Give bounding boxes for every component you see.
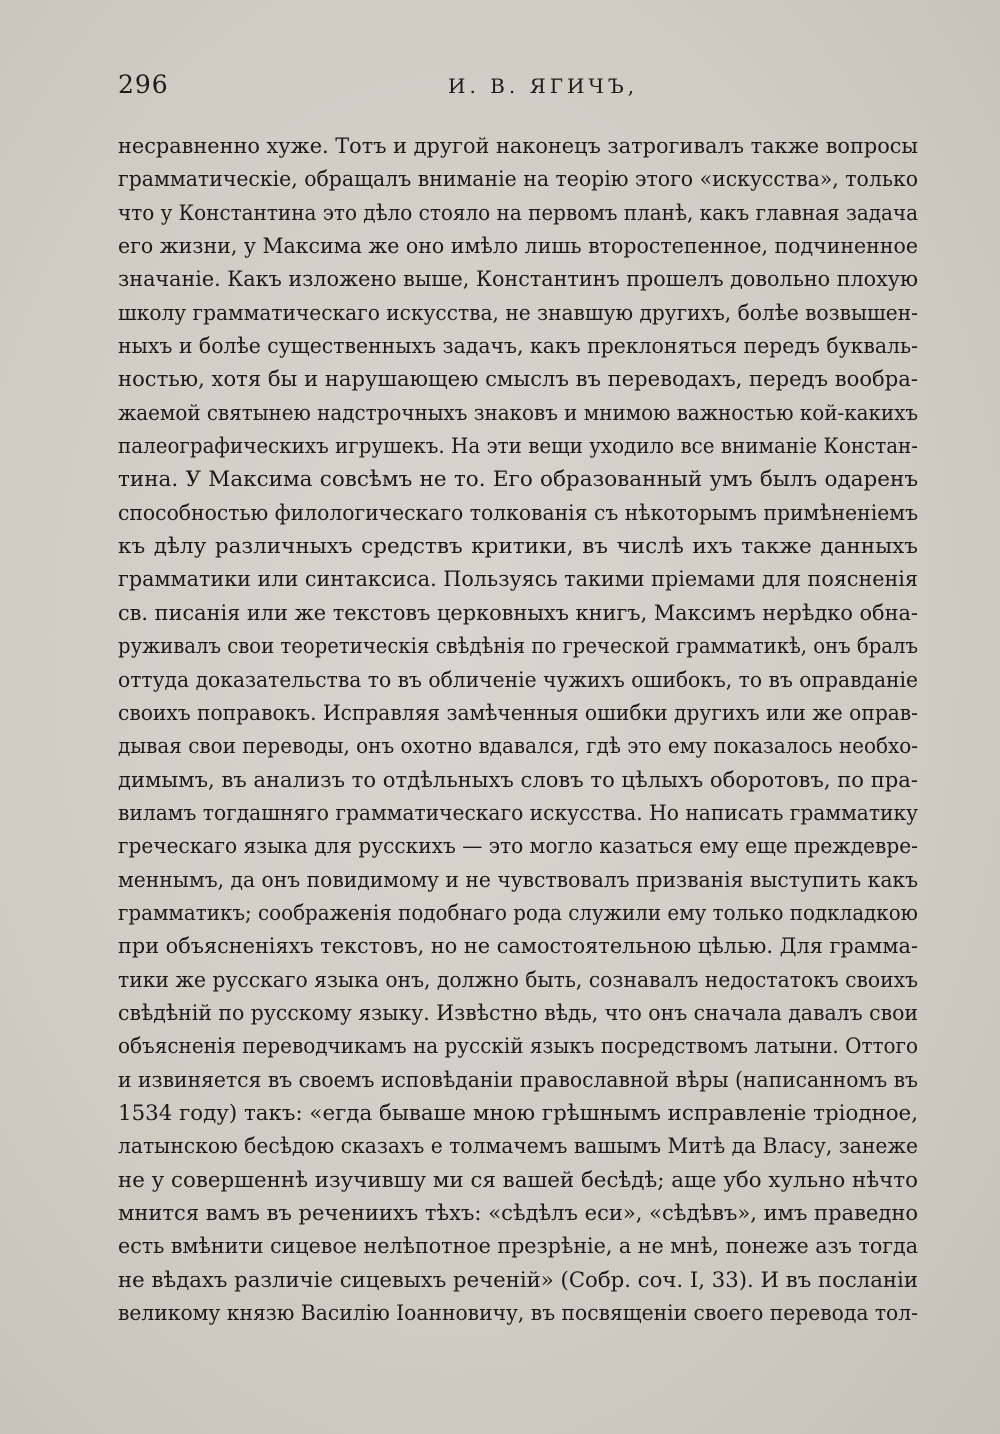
text-line: при объясненіяхъ текстовъ, но не самостоятельною цѣлью. Для грамма- <box>118 934 918 960</box>
text-line: не у совершеннѣ изучившу ми ся вашей бесѣдѣ; аще убо хульно нѣчто <box>118 1167 918 1193</box>
text-line: объясненія переводчикамъ на русскій языкъ посредствомъ латыни. Оттого <box>118 1034 919 1060</box>
text-line: великому князю Василію Іоанновичу, въ посвященіи своего перевода тол- <box>118 1301 918 1327</box>
text-line: грамматики или синтаксиса. Пользуясь такими пріемами для поясненія <box>118 567 918 593</box>
text-line: школу грамматическаго искусства, не знавшую другихъ, болѣе возвышен- <box>118 300 918 326</box>
text-line: есть вмѣнити сицевое нелѣпотное презрѣніе, а не мнѣ, понеже азъ тогда <box>118 1234 918 1260</box>
text-line: несравненно хуже. Тотъ и другой наконецъ затрогивалъ также вопросы <box>118 134 918 159</box>
running-head: И. В. ЯГИЧЪ, <box>448 74 639 98</box>
body-text <box>118 130 918 1330</box>
page-header <box>118 70 918 110</box>
text-line: свѣдѣній по русскому языку. Извѣстно вѣдь, что онъ сначала давалъ свои <box>118 1000 918 1026</box>
text-line: руживалъ свои теоретическія свѣдѣнія по греческой грамматикѣ, онъ бралъ <box>118 634 918 660</box>
text-line: не вѣдахъ различіе сицевыхъ реченій» (Собр. соч. I, 33). И въ посланіи <box>118 1267 918 1293</box>
text-line: палеографическихъ игрушекъ. На эти вещи уходило все вниманіе Констан- <box>118 434 918 460</box>
page-number: 296 <box>118 70 169 99</box>
text-line: димымъ, въ анализъ то отдѣльныхъ словъ то цѣлыхъ оборотовъ, по пра- <box>118 767 918 793</box>
text-line: 1534 году) такъ: «егда бываше мною грѣшнымъ исправленіе тріодное, <box>118 1100 918 1126</box>
text-line: дывая свои переводы, онъ охотно вдавался, гдѣ это ему показалось необхо- <box>118 734 919 760</box>
text-line: виламъ тогдашняго грамматическаго искусства. Но написать грамматику <box>118 800 919 826</box>
text-line: значаніе. Какъ изложено выше, Константинъ прошелъ довольно плохую <box>118 267 918 293</box>
text-line: его жизни, у Максима же оно имѣло лишь второстепенное, подчиненное <box>118 234 919 260</box>
text-line: меннымъ, да онъ повидимому и не чувствовалъ призванія выступить какъ <box>118 867 918 893</box>
text-line: и извиняется въ своемъ исповѣданіи православной вѣры (написанномъ въ <box>118 1067 918 1093</box>
text-line: жаемой святынею надстрочныхъ знаковъ и мнимою важностью кой-какихъ <box>118 400 918 426</box>
text-line: мнится вамъ въ речениихъ тѣхъ: «сѣдѣлъ еси», «сѣдѣвъ», имъ праведно <box>118 1201 919 1226</box>
text-line: греческаго языка для русскихъ — это могло казаться ему еще преждевре- <box>118 834 918 860</box>
text-line: тики же русскаго языка онъ, должно быть, сознавалъ недостатокъ своихъ <box>118 967 918 993</box>
text-line: св. писанія или же текстовъ церковныхъ книгъ, Максимъ нерѣдко обна- <box>118 600 918 626</box>
text-line: грамматическіе, обращалъ вниманіе на теорію этого «искусства», только <box>118 167 919 193</box>
text-line: способностью филологическаго толкованія съ нѣкоторымъ примѣненіемъ <box>118 500 919 526</box>
text-line: своихъ поправокъ. Исправляя замѣченныя ошибки другихъ или же оправ- <box>118 700 919 726</box>
text-line: ныхъ и болѣе существенныхъ задачъ, какъ преклоняться передъ букваль- <box>118 334 919 360</box>
text-line: грамматикъ; соображенія подобнаго рода служили ему только подкладкою <box>118 900 918 926</box>
text-line: латынскою бесѣдою сказахъ е толмачемъ вашымъ Митѣ да Власу, занеже <box>118 1134 919 1160</box>
text-line: оттуда доказательства то въ обличеніе чужихъ ошибокъ, то въ оправданіе <box>118 667 919 693</box>
text-line: тина. У Максима совсѣмъ не то. Его образованный умъ былъ одаренъ <box>118 467 918 493</box>
text-line: къ дѣлу различныхъ средствъ критики, въ числѣ ихъ также данныхъ <box>118 534 918 560</box>
text-line: ностью, хотя бы и нарушающею смыслъ въ переводахъ, передъ вообра- <box>118 367 918 393</box>
text-line: что у Константина это дѣло стояло на первомъ планѣ, какъ главная задача <box>118 200 919 226</box>
